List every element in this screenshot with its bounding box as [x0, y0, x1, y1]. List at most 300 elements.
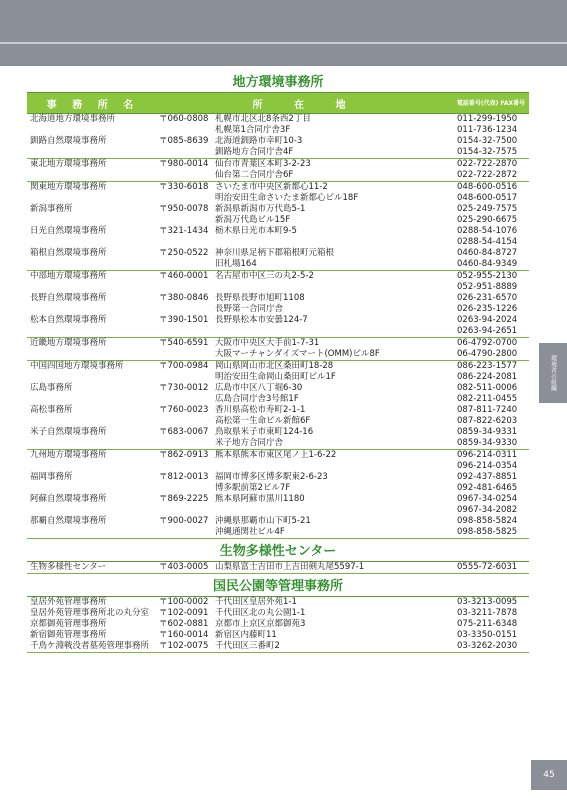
- postal-code: 〒085-8639: [159, 136, 209, 146]
- address-cell: [215, 315, 453, 337]
- office-group: [27, 182, 529, 271]
- office-name: 皇居外苑管理事務所: [30, 597, 107, 607]
- office-row: [27, 226, 529, 248]
- postal-code: 〒812-0013: [159, 472, 209, 482]
- address-line: 栃木県日光市本町9-5: [215, 226, 297, 236]
- phone-number: 03-3213-0095: [457, 597, 518, 607]
- phone-number: 096-214-0354: [457, 461, 518, 471]
- phone-cell: [453, 182, 529, 204]
- address-cell: [215, 597, 453, 608]
- phone-cell: [453, 248, 529, 270]
- postal-code: 〒862-0913: [159, 450, 209, 460]
- address-line: 新潟県新潟市万代島5-1: [215, 204, 306, 214]
- phone-cell: [453, 293, 529, 315]
- phone-number: 0288-54-4154: [457, 237, 518, 247]
- postal-code: 〒950-0078: [159, 204, 209, 214]
- phone-cell: [453, 315, 529, 337]
- phone-number: 0460-84-9349: [457, 259, 518, 269]
- address-cell: [215, 204, 453, 226]
- office-row: [27, 338, 529, 360]
- address-cell: [215, 630, 453, 641]
- address-cell: [215, 608, 453, 619]
- postal-code-cell: [159, 641, 215, 652]
- address-cell: [215, 472, 453, 494]
- phone-number: 03-3211-7878: [457, 608, 518, 618]
- office-row: [27, 608, 529, 619]
- postal-code: [159, 326, 215, 337]
- address-line: 新宿区内藤町11: [215, 630, 277, 640]
- phone-cell: [453, 114, 529, 136]
- office-name: 米子自然環境事務所: [30, 427, 107, 437]
- phone-number: 06-4790-2800: [457, 349, 518, 359]
- phone-number: 011-299-1950: [457, 114, 518, 124]
- phone-cell: [453, 472, 529, 494]
- address-line: 長野第一合同庁舎: [215, 304, 284, 314]
- address-line: 明治安田生命岡山桑田町ビル1F: [215, 372, 336, 382]
- office-name-cell: [27, 315, 159, 337]
- phone-cell: [453, 516, 529, 538]
- postal-code: 〒602-0881: [159, 619, 209, 629]
- postal-code: 〒403-0005: [159, 562, 209, 572]
- postal-code: [159, 215, 215, 226]
- phone-number: 048-600-0516: [457, 182, 518, 192]
- address-cell: [215, 226, 453, 248]
- postal-code: [159, 483, 215, 494]
- office-group: [27, 114, 529, 159]
- postal-code-cell: [159, 293, 215, 315]
- office-name: 生物多様性センター: [30, 562, 107, 572]
- postal-code-cell: [159, 516, 215, 538]
- postal-code-cell: [159, 114, 215, 136]
- address-cell: [215, 159, 453, 181]
- page-number: 45: [531, 760, 567, 790]
- address-cell: [215, 248, 453, 270]
- address-line: 長野県松本市安曇124-7: [215, 315, 308, 325]
- postal-code-cell: [159, 597, 215, 608]
- postal-code: 〒869-2225: [159, 494, 209, 504]
- office-name-cell: [27, 338, 159, 360]
- office-name-cell: [27, 562, 159, 573]
- office-name-cell: [27, 641, 159, 652]
- section-title: 国民公園等管理事務所: [212, 579, 343, 594]
- postal-code: 〒460-0001: [159, 271, 209, 281]
- postal-code-cell: [159, 136, 215, 158]
- address-line: 仙台市青葉区本町3-2-23: [215, 159, 311, 169]
- phone-cell: [453, 136, 529, 158]
- phone-number: 025-249-7575: [457, 204, 518, 214]
- postal-code: 〒380-0846: [159, 293, 209, 303]
- phone-number: 092-481-6465: [457, 483, 518, 493]
- office-name-cell: [27, 608, 159, 619]
- address-cell: [215, 361, 453, 383]
- phone-number: 052-951-8889: [457, 282, 518, 292]
- postal-code-cell: [159, 630, 215, 641]
- phone-number: 0555-72-6031: [457, 562, 518, 572]
- phone-number: 098-858-5825: [457, 527, 518, 537]
- postal-code: [159, 147, 215, 158]
- phone-number: 0263-94-2651: [457, 326, 518, 336]
- office-name: 長野自然環境事務所: [30, 293, 107, 303]
- postal-code-cell: [159, 427, 215, 449]
- office-name: 高松事務所: [30, 405, 73, 415]
- office-row: [27, 159, 529, 181]
- phone-number: 0859-34-9330: [457, 438, 518, 448]
- office-name-cell: [27, 630, 159, 641]
- postal-code: [159, 237, 215, 248]
- office-name: 那覇自然環境事務所: [30, 516, 107, 526]
- office-row: [27, 361, 529, 383]
- address-line: 岡山県岡山市北区桑田町18-28: [215, 361, 334, 371]
- address-cell: [215, 562, 453, 573]
- phone-cell: [453, 338, 529, 360]
- postal-code: 〒760-0023: [159, 405, 209, 415]
- office-name: 箱根自然環境事務所: [30, 248, 107, 258]
- office-name: 東北地方環境事務所: [30, 159, 107, 169]
- postal-code: 〒250-0522: [159, 248, 209, 258]
- office-name-cell: [27, 182, 159, 204]
- address-line: 熊本県阿蘇市黒川1180: [215, 494, 305, 504]
- address-cell: [215, 516, 453, 538]
- address-cell: [215, 293, 453, 315]
- phone-cell: [453, 271, 529, 293]
- phone-cell: [453, 641, 529, 652]
- address-cell: [215, 338, 453, 360]
- office-name: 千鳥ケ淵戦没者墓苑管理事務所: [30, 641, 150, 651]
- postal-code: [159, 304, 215, 315]
- postal-code-cell: [159, 450, 215, 472]
- office-name: 松本自然環境事務所: [30, 315, 107, 325]
- phone-cell: [453, 159, 529, 181]
- address-line: 千代田区三番町2: [215, 641, 280, 651]
- address-line: 札幌市北区北8条西2丁目: [215, 114, 311, 124]
- phone-cell: [453, 361, 529, 383]
- postal-code: 〒100-0002: [159, 597, 209, 607]
- phone-number: 011-736-1234: [457, 125, 518, 135]
- side-tab: 環境省の組織: [539, 343, 567, 403]
- office-name: 京都御苑管理事務所: [30, 619, 107, 629]
- address-line: 明治安田生命さいたま新都心ビル18F: [215, 193, 359, 203]
- postal-code-cell: [159, 619, 215, 630]
- address-line: 博多駅前第2ビル7F: [215, 483, 291, 493]
- postal-code: 〒980-0014: [159, 159, 209, 169]
- office-row: [27, 562, 529, 573]
- phone-number: 082-511-0006: [457, 383, 518, 393]
- postal-code: [159, 259, 215, 270]
- phone-number: 086-224-2081: [457, 372, 518, 382]
- address-line: 鳥取県米子市東町124-16: [215, 427, 314, 437]
- phone-number: 0967-34-0254: [457, 494, 518, 504]
- phone-number: 092-437-8851: [457, 472, 518, 482]
- office-row: [27, 248, 529, 270]
- phone-number: 03-3350-0151: [457, 630, 518, 640]
- address-line: [215, 461, 453, 472]
- postal-code: [159, 394, 215, 405]
- phone-number: 03-3262-2030: [457, 641, 518, 651]
- office-name: 新宿御苑管理事務所: [30, 630, 107, 640]
- phone-number: 022-722-2870: [457, 159, 518, 169]
- office-row: [27, 114, 529, 136]
- banner-stripe: [0, 42, 567, 44]
- phone-number: 086-223-1577: [457, 361, 518, 371]
- address-cell: [215, 450, 453, 472]
- office-name: 九州地方環境事務所: [30, 450, 107, 460]
- postal-code: [159, 527, 215, 538]
- address-cell: [215, 114, 453, 136]
- office-name: 中部地方環境事務所: [30, 271, 107, 281]
- office-name: 北海道地方環境事務所: [30, 114, 116, 124]
- phone-number: 022-722-2872: [457, 170, 518, 180]
- postal-code: 〒102-0091: [159, 608, 209, 618]
- office-row: [27, 204, 529, 226]
- address-cell: [215, 494, 453, 516]
- office-name-cell: [27, 226, 159, 248]
- office-row: [27, 597, 529, 608]
- postal-code: 〒060-0808: [159, 114, 209, 124]
- office-name-cell: [27, 427, 159, 449]
- office-row: [27, 619, 529, 630]
- top-banner: [0, 0, 567, 66]
- postal-code: [159, 416, 215, 427]
- office-name-cell: [27, 114, 159, 136]
- office-name: 新潟事務所: [30, 204, 73, 214]
- office-name: 日光自然環境事務所: [30, 226, 107, 236]
- phone-cell: [453, 427, 529, 449]
- office-name-cell: [27, 516, 159, 538]
- office-name: 近畿地方環境事務所: [30, 338, 107, 348]
- office-name-cell: [27, 293, 159, 315]
- office-directory: [27, 74, 529, 653]
- address-line: 新潟万代島ビル15F: [215, 215, 291, 225]
- address-line: 福岡市博多区博多駅東2-6-23: [215, 472, 328, 482]
- address-cell: [215, 383, 453, 405]
- office-name-cell: [27, 136, 159, 158]
- postal-code: 〒700-0984: [159, 361, 209, 371]
- address-line: 北海道釧路市幸町10-3: [215, 136, 303, 146]
- address-cell: [215, 182, 453, 204]
- address-line: 山梨県富士吉田市上吉田剣丸尾5597-1: [215, 562, 365, 572]
- address-line: 広島合同庁舎3号館1F: [215, 394, 299, 404]
- address-cell: [215, 405, 453, 427]
- postal-code-cell: [159, 494, 215, 516]
- phone-cell: [453, 226, 529, 248]
- office-name-cell: [27, 472, 159, 494]
- postal-code-cell: [159, 159, 215, 181]
- address-line: 熊本県熊本市東区尾ノ上1-6-22: [215, 450, 337, 460]
- postal-code-cell: [159, 182, 215, 204]
- phone-number: 098-858-5824: [457, 516, 518, 526]
- address-line: 高松第一生命ビル新館6F: [215, 416, 311, 426]
- header-address: 所 在 地: [252, 99, 360, 111]
- office-row: [27, 182, 529, 204]
- office-name-cell: [27, 450, 159, 472]
- postal-code-cell: [159, 338, 215, 360]
- office-name-cell: [27, 159, 159, 181]
- address-line: [215, 282, 453, 293]
- phone-number: 087-822-6203: [457, 416, 518, 426]
- header-phone-fax: 電話番号(代表) FAX番号: [456, 99, 526, 107]
- office-row: [27, 383, 529, 405]
- office-row: [27, 271, 529, 293]
- office-group: [27, 562, 529, 574]
- phone-cell: [453, 619, 529, 630]
- postal-code-cell: [159, 271, 215, 293]
- office-name: 釧路自然環境事務所: [30, 136, 107, 146]
- address-line: [215, 505, 453, 516]
- address-line: [215, 237, 453, 248]
- office-group: [27, 338, 529, 361]
- postal-code-cell: [159, 226, 215, 248]
- postal-code: 〒900-0027: [159, 516, 209, 526]
- address-line: 長野県長野市旭町1108: [215, 293, 305, 303]
- address-line: 仙台第二合同庁舎6F: [215, 170, 294, 180]
- postal-code-cell: [159, 383, 215, 405]
- postal-code: [159, 125, 215, 136]
- phone-number: 075-211-6348: [457, 619, 518, 629]
- address-cell: [215, 271, 453, 293]
- postal-code: 〒730-0012: [159, 383, 209, 393]
- office-row: [27, 293, 529, 315]
- postal-code: 〒390-1501: [159, 315, 209, 325]
- phone-number: 026-231-6570: [457, 293, 518, 303]
- office-row: [27, 427, 529, 449]
- office-name-cell: [27, 361, 159, 383]
- phone-cell: [453, 597, 529, 608]
- address-cell: [215, 427, 453, 449]
- office-row: [27, 630, 529, 641]
- section-title: 地方環境事務所: [232, 75, 324, 90]
- office-name-cell: [27, 248, 159, 270]
- office-row: [27, 405, 529, 427]
- address-cell: [215, 641, 453, 652]
- office-name-cell: [27, 597, 159, 608]
- address-line: さいたま市中央区新都心11-2: [215, 182, 328, 192]
- office-group: [27, 450, 529, 539]
- phone-cell: [453, 630, 529, 641]
- phone-number: 0154-32-7575: [457, 147, 518, 157]
- address-line: 広島市中区八丁堀6-30: [215, 383, 303, 393]
- postal-code-cell: [159, 472, 215, 494]
- address-line: 千代田区皇居外苑1-1: [215, 597, 297, 607]
- phone-cell: [453, 405, 529, 427]
- address-line: 旧札場164: [215, 259, 257, 269]
- phone-cell: [453, 608, 529, 619]
- address-line: 釧路地方合同庁舎4F: [215, 147, 294, 157]
- address-line: [215, 326, 453, 337]
- address-line: 大阪市中央区大手前1-7-31: [215, 338, 320, 348]
- office-row: [27, 136, 529, 158]
- office-row: [27, 516, 529, 538]
- office-name: 中国四国地方環境事務所: [30, 361, 124, 371]
- office-group: [27, 597, 529, 653]
- office-name: 広島事務所: [30, 383, 73, 393]
- phone-number: 0288-54-1076: [457, 226, 518, 236]
- postal-code: [159, 505, 215, 516]
- postal-code: 〒102-0075: [159, 641, 209, 651]
- phone-number: 096-214-0311: [457, 450, 518, 460]
- postal-code-cell: [159, 204, 215, 226]
- phone-number: 0263-94-2024: [457, 315, 518, 325]
- postal-code: [159, 349, 215, 360]
- postal-code-cell: [159, 562, 215, 573]
- office-group: [27, 271, 529, 338]
- office-name: 関東地方環境事務所: [30, 182, 107, 192]
- office-name-cell: [27, 405, 159, 427]
- phone-number: 048-600-0517: [457, 193, 518, 203]
- office-name-cell: [27, 204, 159, 226]
- phone-number: 0154-32-7500: [457, 136, 518, 146]
- office-name: 阿蘇自然環境事務所: [30, 494, 107, 504]
- table-header: [27, 92, 529, 114]
- office-row: [27, 641, 529, 652]
- address-line: 米子地方合同庁舎: [215, 438, 284, 448]
- address-line: 沖縄県那覇市山下町5-21: [215, 516, 311, 526]
- postal-code: [159, 461, 215, 472]
- address-line: 沖縄通関社ビル4F: [215, 527, 285, 537]
- phone-number: 0460-84-8727: [457, 248, 518, 258]
- postal-code: [159, 193, 215, 204]
- office-name-cell: [27, 494, 159, 516]
- address-line: 名古屋市中区三の丸2-5-2: [215, 271, 314, 281]
- phone-cell: [453, 204, 529, 226]
- office-group: [27, 159, 529, 182]
- phone-number: 082-211-0455: [457, 394, 518, 404]
- phone-number: 0967-34-2082: [457, 505, 518, 515]
- office-row: [27, 472, 529, 494]
- office-name: 皇居外苑管理事務所北の丸分室: [30, 608, 150, 618]
- phone-cell: [453, 383, 529, 405]
- phone-number: 087-811-7240: [457, 405, 518, 415]
- office-row: [27, 315, 529, 337]
- office-name-cell: [27, 383, 159, 405]
- office-name-cell: [27, 271, 159, 293]
- phone-number: 026-235-1226: [457, 304, 518, 314]
- address-line: 大阪マーチャンダイズマート(OMM)ビル8F: [215, 349, 380, 359]
- phone-cell: [453, 494, 529, 516]
- postal-code: 〒321-1434: [159, 226, 209, 236]
- office-row: [27, 494, 529, 516]
- address-line: 札幌第1合同庁舎3F: [215, 125, 291, 135]
- address-cell: [215, 619, 453, 630]
- postal-code: 〒540-6591: [159, 338, 209, 348]
- postal-code: [159, 170, 215, 181]
- postal-code: 〒160-0014: [159, 630, 209, 640]
- phone-cell: [453, 450, 529, 472]
- address-cell: [215, 136, 453, 158]
- header-office-name: 事 務 所 名: [46, 99, 140, 111]
- office-name-cell: [27, 619, 159, 630]
- postal-code-cell: [159, 315, 215, 337]
- address-line: 千代田区北の丸公園1-1: [215, 608, 306, 618]
- address-line: 京都市上京区京都御苑3: [215, 619, 306, 629]
- postal-code-cell: [159, 608, 215, 619]
- postal-code-cell: [159, 405, 215, 427]
- postal-code: [159, 372, 215, 383]
- address-line: 香川県高松市寿町2-1-1: [215, 405, 306, 415]
- postal-code-cell: [159, 361, 215, 383]
- section-title: 生物多様性センター: [219, 544, 337, 559]
- office-row: [27, 450, 529, 472]
- address-line: 神奈川県足柄下郡箱根町元箱根: [215, 248, 335, 258]
- postal-code: 〒330-6018: [159, 182, 209, 192]
- postal-code: [159, 282, 215, 293]
- office-group: [27, 361, 529, 450]
- phone-number: 06-4792-0700: [457, 338, 518, 348]
- postal-code: [159, 438, 215, 449]
- office-name: 福岡事務所: [30, 472, 73, 482]
- postal-code: 〒683-0067: [159, 427, 209, 437]
- phone-cell: [453, 562, 529, 573]
- phone-number: 052-955-2130: [457, 271, 518, 281]
